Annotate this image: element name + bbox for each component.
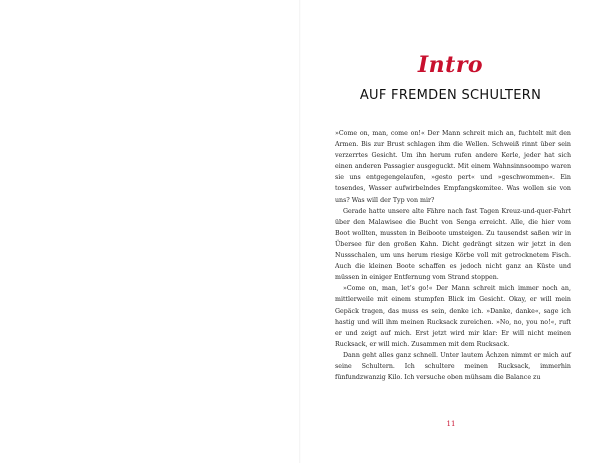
chapter-label: Intro bbox=[417, 52, 484, 78]
page-number: 11 bbox=[446, 420, 456, 428]
paragraph: Dann geht alles ganz schnell. Unter lautem Ächzen nimmt er mich auf seine Schultern. Ich schultere meinen Rucksack, immerhin fünfundzwanzig Kilo. Ich versuche oben mühsam die Balance zu bbox=[335, 351, 571, 382]
chapter-body bbox=[335, 128, 571, 383]
paragraph: »Come on, man, come on!« Der Mann schreit mich an, fuchtelt mit den Armen. Bis zur Brust schlagen ihm die Wellen. Schweiß rinnt über sein verzerrtes Gesicht. Um ihn herum rufen andere Kerle, jeder hat sich einen anderen Passagier ausgeguckt. Mit einem Wahnsinnsoompo waren sie uns entgegengelaufen, »gesto pert« und »geschwommen«. Ein tosendes, Wasser aufwirbelndes Empfangskomitee. Was wollen sie von uns? Was will der Typ von mir? bbox=[335, 130, 571, 204]
right-page bbox=[301, 0, 600, 463]
paragraph: Gerade hatte unsere alte Fähre nach fast Tagen Kreuz-und-quer-Fahrt über den Malawisee die Bucht von Senga erreicht. Alle, die hier vom Boot wollten, mussten in Beiboote umsteigen. Zu tausendst saßen wir in Übersee für den großen Kahn. Dicht gedrängt sitzen wir jetzt in den Nussschalen, um uns herum riesige Körbe voll mit getrocknetem Fisch. Auch die kleinen Boote schaffen es jedoch nicht ganz an Küste und müssen in einiger Entfernung vom Strand stoppen. bbox=[335, 207, 571, 282]
paragraph: »Come on, man, let’s go!« Der Mann schreit mich immer noch an, mittlerweile mit einem stumpfen Blick im Gesicht. Okay, er will mein Gepäck tragen, das muss es sein, denke ich. »Danke, danke«, sage ich hastig und will ihm meinen Rucksack zureichen. »No, no, you no!«, ruft er und zeigt auf mich. Erst jetzt wird mir klar: Er will nicht meinen Rucksack, er will mich. Zusammen mit dem Rucksack. bbox=[335, 285, 571, 348]
chapter-title: AUF FREMDEN SCHULTERN bbox=[359, 88, 542, 103]
